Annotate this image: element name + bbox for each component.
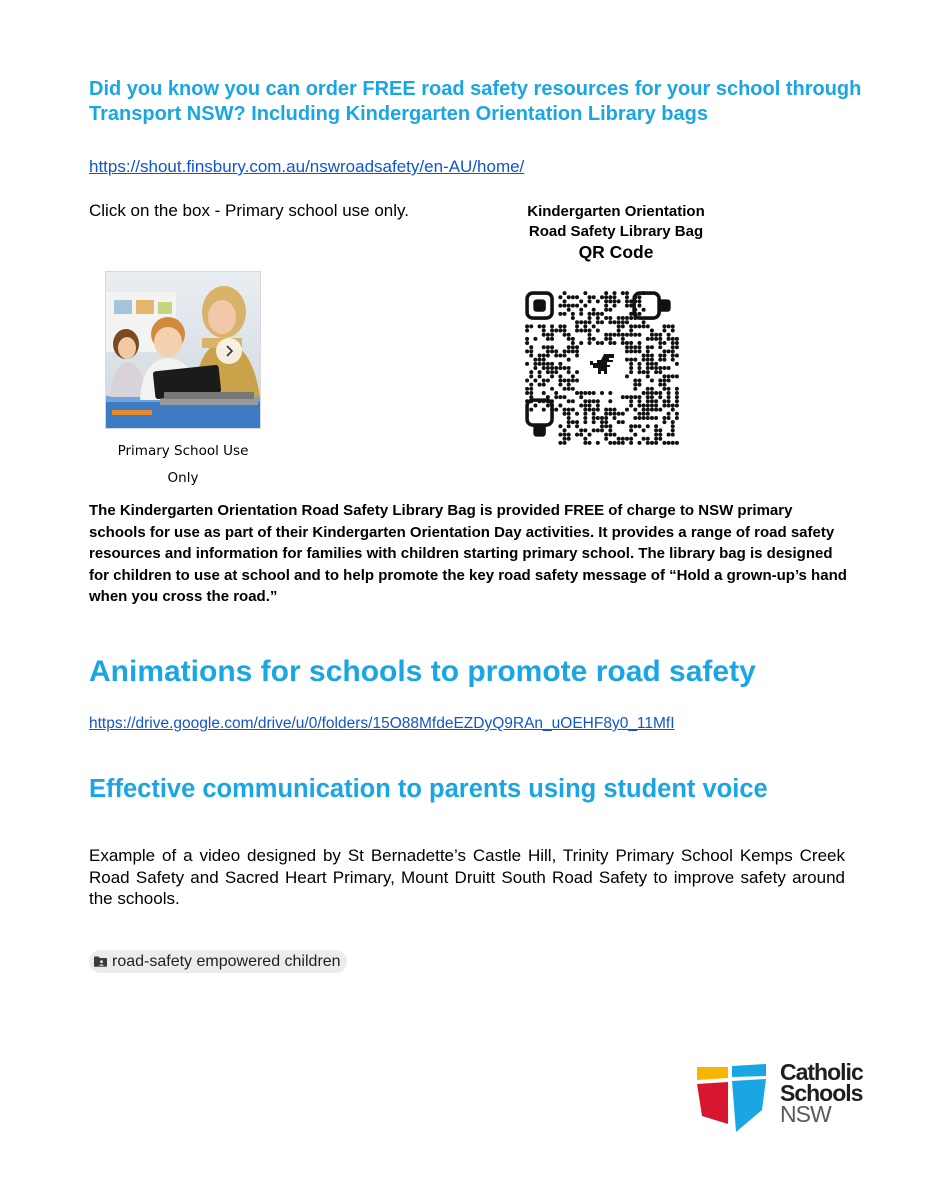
logo-line2: Schools — [780, 1080, 863, 1106]
qr-title-line1: Kindergarten Orientation — [527, 203, 705, 220]
photo-caption-line2: Only — [167, 470, 199, 486]
qr-title-line3: QR Code — [578, 242, 654, 262]
animations-heading: Animations for schools to promote road safety — [89, 655, 756, 688]
library-bag-description: The Kindergarten Orientation Road Safety Library Bag is provided FREE of charge to NSW primary schools for use as part of their Kindergarten Orientation Day activities. It provides a range of road safety resources and information for families with children starting primary school. The library bag is designed for children to use at school and to help promote the key road safety message of “Hold a grown-up’s hand when you cross the road.” — [89, 502, 847, 605]
animations-link[interactable]: https://drive.google.com/drive/u/0/folders/15O88MfdeEZDyQ9RAn_uOEHF8y0_11MfI — [89, 715, 675, 732]
photo-caption — [105, 438, 261, 492]
logo-line1: Catholic — [780, 1059, 863, 1085]
communication-paragraph: Example of a video designed by St Bernadette’s Castle Hill, Trinity Primary School Kemps Creek Road Safety and Sacred Heart Primary, Mount Druitt South Road Safety to improve safety around the schools. — [89, 846, 845, 908]
intro-heading: Did you know you can order FREE road safety resources for your school through Transport NSW? Including Kindergarten Orientation Library bags — [89, 78, 862, 125]
chevron-right-icon — [224, 345, 234, 357]
resources-link[interactable]: https://shout.finsbury.com.au/nswroadsafety/en-AU/home/ — [89, 157, 525, 176]
click-note: Click on the box - Primary school use only. — [89, 201, 409, 220]
photo-caption-line1: Primary School Use — [117, 443, 249, 459]
logo-text — [780, 1059, 863, 1127]
qr-title — [505, 202, 727, 263]
qr-title-line2: Road Safety Library Bag — [528, 223, 704, 240]
shared-folder-icon — [94, 956, 107, 967]
logo-line3: NSW — [780, 1101, 831, 1127]
logo-mark — [694, 1062, 770, 1134]
catholic-schools-nsw-logo — [694, 1059, 874, 1134]
qr-code[interactable] — [525, 291, 679, 445]
communication-heading: Effective communication to parents using student voice — [89, 775, 768, 803]
folder-chip-label: road-safety empowered children — [112, 952, 341, 970]
folder-chip[interactable] — [89, 950, 347, 973]
library-bag-photo-card[interactable] — [105, 271, 261, 429]
carousel-next-button[interactable] — [216, 338, 242, 364]
